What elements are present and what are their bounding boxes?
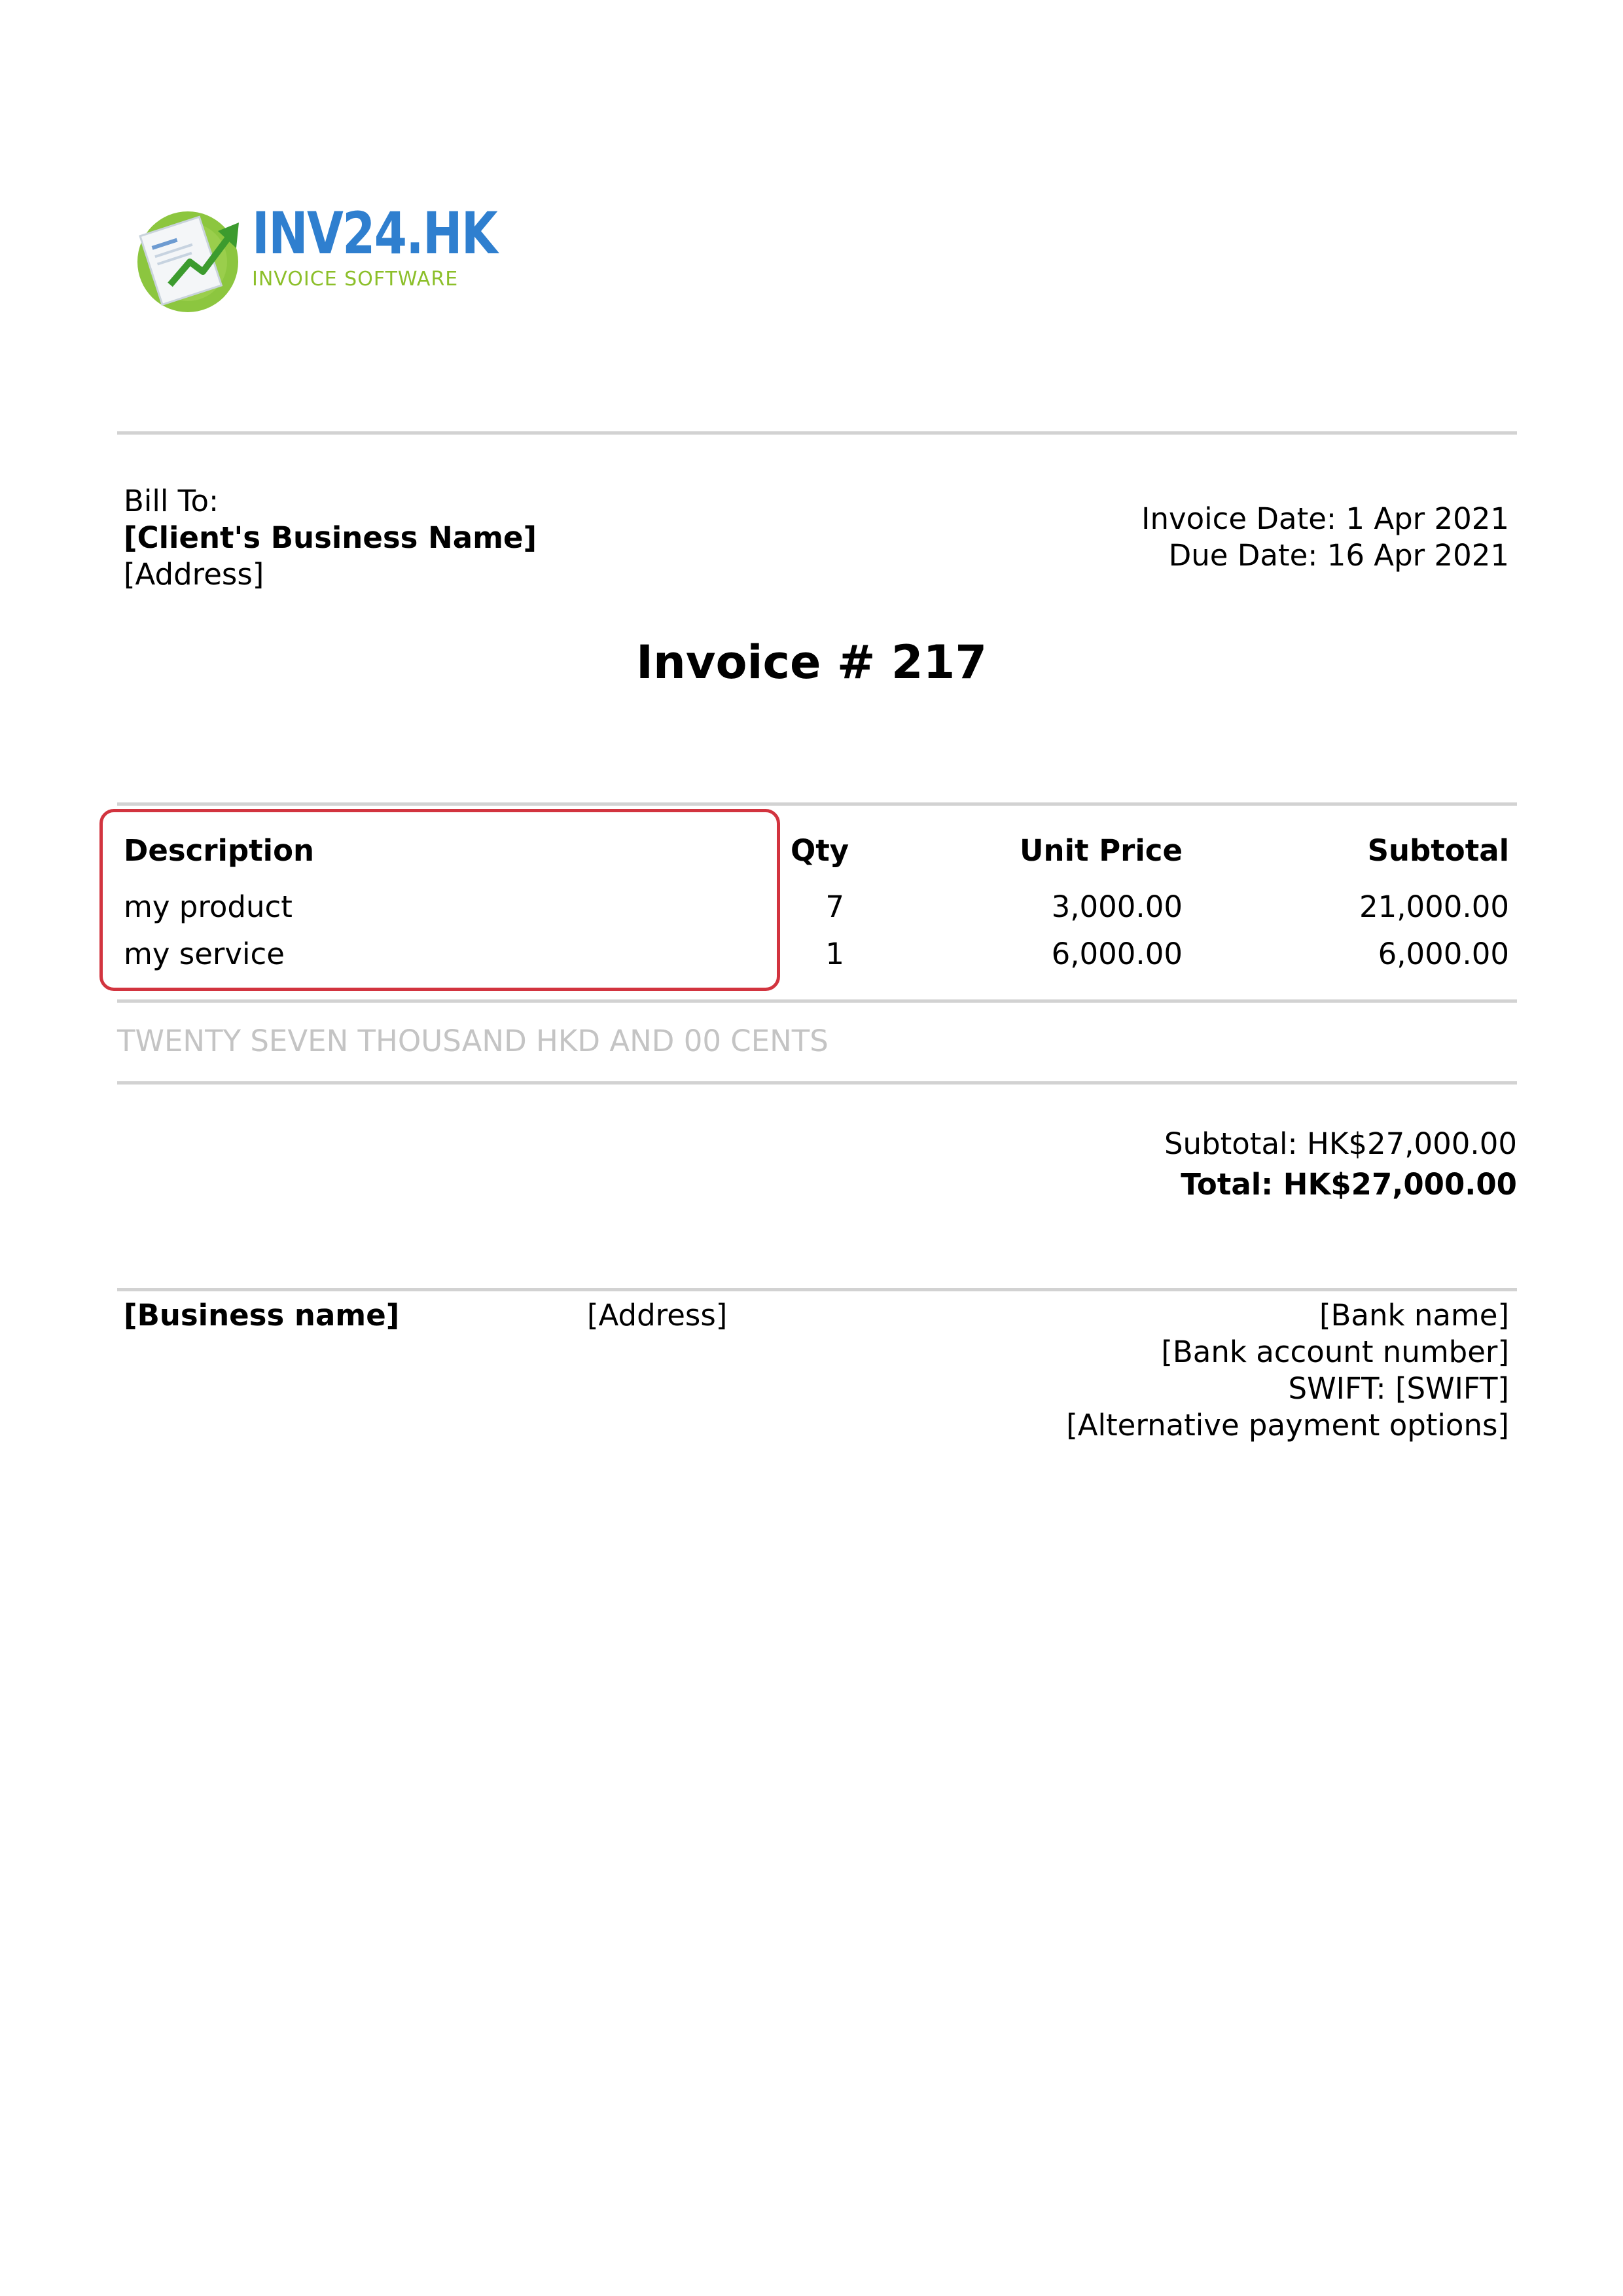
client-business-name: [Client's Business Name] [124, 520, 537, 555]
header-subtotal: Subtotal [1367, 833, 1509, 868]
bank-name: [Bank name] [1319, 1298, 1509, 1333]
bill-to-label: Bill To: [124, 484, 219, 518]
header-description: Description [124, 833, 315, 868]
totals-block [1164, 1126, 1517, 1203]
row-unit-price: 6,000.00 [1051, 937, 1183, 971]
header-unit-price: Unit Price [1020, 833, 1183, 868]
invoice-dates [1141, 501, 1509, 574]
due-date: Due Date: 16 Apr 2021 [1168, 538, 1509, 573]
footer-divider [117, 1288, 1517, 1291]
total-line: Total: HK$27,000.00 [1181, 1167, 1517, 1202]
header-divider [117, 431, 1517, 435]
table-bottom-divider [117, 999, 1517, 1003]
row-qty: 1 [825, 937, 844, 971]
row-qty: 7 [825, 889, 844, 924]
row-subtotal: 21,000.00 [1359, 889, 1509, 924]
table-top-divider [117, 802, 1517, 806]
company-logo [134, 200, 497, 314]
bank-account-number: [Bank account number] [1161, 1335, 1509, 1369]
client-address: [Address] [124, 557, 264, 592]
business-address: [Address] [587, 1298, 728, 1333]
alternative-payment-options: [Alternative payment options] [1066, 1408, 1509, 1443]
amount-in-words: TWENTY SEVEN THOUSAND HKD AND 00 CENTS [117, 1024, 829, 1058]
subtotal-line: Subtotal: HK$27,000.00 [1164, 1126, 1517, 1161]
row-description: my service [124, 937, 285, 971]
row-unit-price: 3,000.00 [1051, 889, 1183, 924]
logo-graphic-icon [134, 200, 249, 314]
header-qty: Qty [791, 833, 849, 868]
row-description: my product [124, 889, 293, 924]
bank-details [1066, 1297, 1509, 1444]
words-divider [117, 1081, 1517, 1085]
row-subtotal: 6,000.00 [1378, 937, 1509, 971]
invoice-title: Invoice # 217 [635, 636, 988, 689]
logo-tagline: INVOICE SOFTWARE [252, 268, 459, 291]
invoice-date: Invoice Date: 1 Apr 2021 [1141, 501, 1509, 536]
swift-code: SWIFT: [SWIFT] [1288, 1371, 1509, 1406]
bill-to-block [124, 483, 537, 593]
business-name: [Business name] [124, 1298, 400, 1333]
logo-name: INV24.HK [252, 200, 497, 267]
